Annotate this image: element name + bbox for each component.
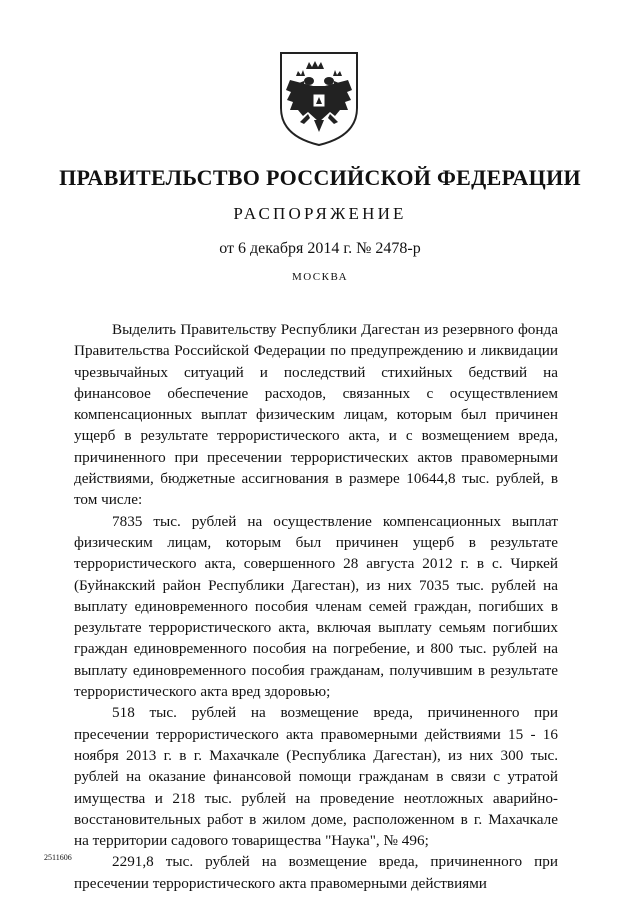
paragraph: 7835 тыс. рублей на осуществление компенсационных выплат физическим лицам, которым был причинен ущерб в результате террористического акта, совершенного 28 августа 2012 г. в с. Чиркей (Буйнакский район Республики Дагестан), из них 7035 тыс. рублей на выплату единовременного пособия членам семей граждан, погибших в результате террористического акта, включая выплату семьям погибших граждан единовременного пособия на погребение, и 800 тыс. рублей на выплату единовременного пособия гражданам, получившим в результате террористического акта вред здоровью; bbox=[74, 512, 558, 701]
document-city: МОСКВА bbox=[291, 271, 349, 283]
document-type: РАСПОРЯЖЕНИЕ bbox=[233, 204, 407, 223]
document-date-number: от 6 декабря 2014 г. № 2478-р bbox=[219, 240, 421, 257]
paragraph: 2291,8 тыс. рублей на возмещение вреда, причиненного при пресечении террористического акта правомерными действиями bbox=[74, 853, 558, 892]
document-body bbox=[74, 319, 558, 894]
document-barcode-number: 2511606 bbox=[44, 853, 72, 862]
paragraph: Выделить Правительству Республики Дагестан из резервного фонда Правительства Российской Федерации по предупреждению и ликвидации чрезвычайных ситуаций и последствий стихийных бедствий на финансовое обеспечение расходов, связанных с осуществлением компенсационных выплат физическим лицам, которым был причинен ущерб в результате террористического акта, и с возмещением вреда, причиненного при пресечении террористических актов правомерными действиями, бюджетные ассигнования в размере 10644,8 тыс. рублей, в том числе: bbox=[74, 321, 558, 509]
paragraph: 518 тыс. рублей на возмещение вреда, причиненного при пресечении террористического акта правомерными действиями 15 - 16 ноября 2013 г. в г. Махачкале (Республика Дагестан), из них 300 тыс. рублей на оказание финансовой помощи гражданам в связи с утратой имущества и 218 тыс. рублей на проведение неотложных аварийно-восстановительных работ в жилом доме, расположенном в г. Махачкале на территории садового товарищества "Наука", № 496; bbox=[74, 704, 558, 850]
coat-of-arms-icon bbox=[276, 50, 362, 148]
government-title: ПРАВИТЕЛЬСТВО РОССИЙСКОЙ ФЕДЕРАЦИИ bbox=[59, 165, 581, 190]
